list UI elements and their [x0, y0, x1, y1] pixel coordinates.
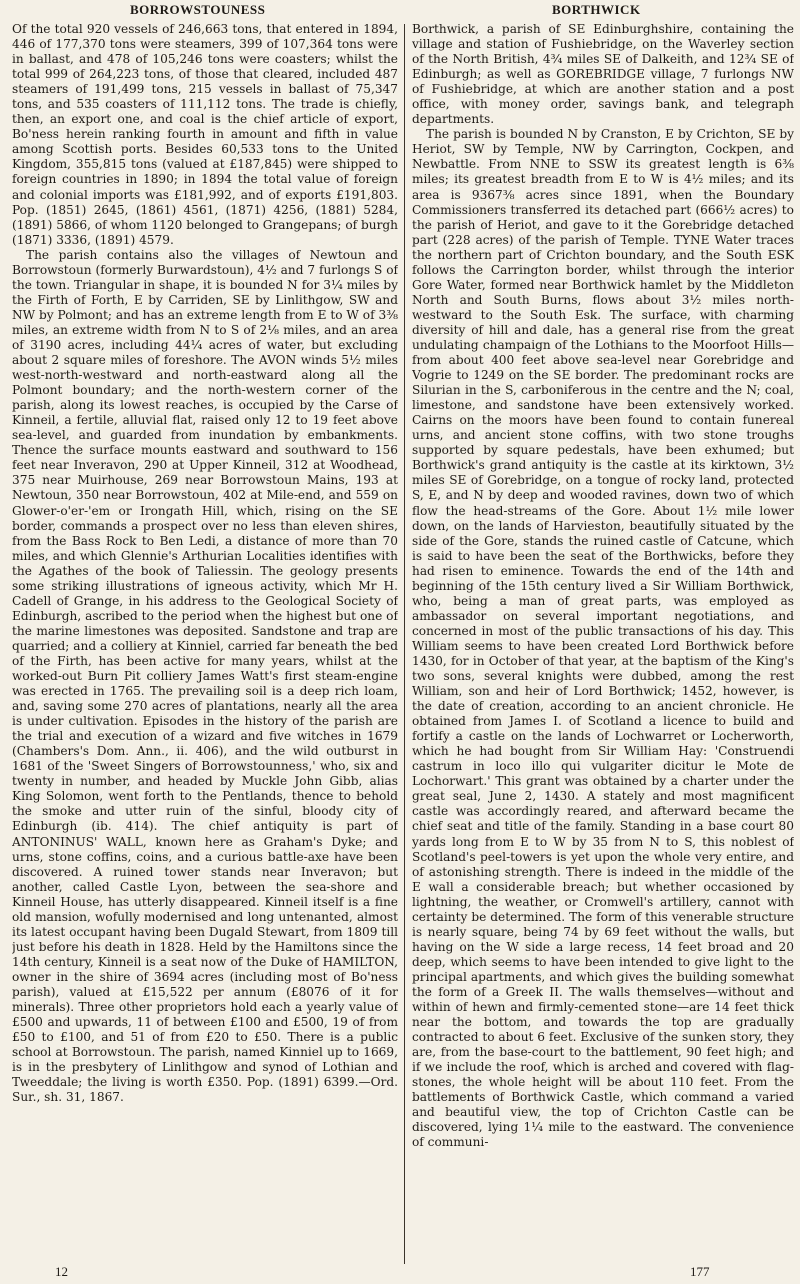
page-number-left: 12	[55, 1264, 68, 1279]
page-number-right: 177	[690, 1264, 710, 1279]
left-column	[12, 22, 398, 1247]
paragraph: The parish is bounded N by Cranston, E by Crichton, SE by Heriot, SW by Temple, NW by Carrington, Cockpen, and Newbattle. From NNE to SSW its greatest length is 6⅜ miles; its greatest breadth from E to W is 4½ miles; and its area is 9367⅜ acres since 1891, when the Boundary Commissioners transferred its detached part (666½ acres) to the parish of Heriot, and gave to it the Gorebridge detached part (228 acres) of the parish of Temple. TYNE Water traces the northern part of Crichton boundary, and the South ESK follows the Carrington border, whilst through the interior Gore Water, formed near Borthwick hamlet by the Middleton North and South Burns, flows about 3½ miles north-westward to the South Esk. The surface, with charming diversity of hill and dale, has a general rise from the great undulating champaign of the Lothians to the Moorfoot Hills—from about 400 feet above sea-level near Gorebridge and Vogrie to 1249 on the SE border. The predominant rocks are Silurian in the S, carboniferous in the centre and the N; coal, limestone, and sandstone have been extensively worked. Cairns on the moors have been found to contain funereal urns, and ancient stone coffins, with two stone troughs supported by square pedestals, have been exhumed; but Borthwick's grand antiquity is the castle at its kirktown, 3½ miles SE of Gorebridge, on a tongue of rocky land, protected S, E, and N by deep and wooded ravines, down two of which flow the head-streams of the Gore. About 1½ mile lower down, on the lands of Harvieston, beautifully situated by the side of the Gore, stands the ruined castle of Catcune, which is said to have been the seat of the Borthwicks, before they had risen to eminence. Towards the end of the 14th and beginning of the 15th century lived a Sir William Borthwick, who, being a man of great parts, was employed as ambassador on several important negotiations, and concerned in most of the public transactions of his day. This William seems to have been created Lord Borthwick before 1430, for in October of that year, at the baptism of the King's two sons, several knights were dubbed, among the rest William, son and heir of Lord Borthwick; 1452, however, is the date of creation, according to an ancient chronicle. He obtained from James I. of Scotland a licence to build and fortify a castle on the lands of Lochwarret or Locherworth, which he had bought from Sir William Hay: 'Construendi castrum in loco illo qui vulgariter dicitur le Mote de Lochorwart.' This grant was obtained by a charter under the great seal, June 2, 1430. A stately and most magnificent castle was accordingly reared, and afterward became the chief seat and title of the family. Standing in a base court 80 yards long from E to W by 35 from N to S, this noblest of Scotland's peel-towers is yet upon the whole very entire, and of astonishing strength. There is indeed in the middle of the E wall a considerable breach; but whether occasioned by lightning, the weather, or Cromwell's artillery, cannot with certainty be determined. The form of this venerable structure is nearly square, being 74 by 69 feet without the walls, but having on the W side a large recess, 14 feet broad and 20 deep, which seems to have been intended to give light to the principal apartments, and which gives the building somewhat the form of a Greek II. The walls themselves—without and within of hewn and firmly-cemented stone—are 14 feet thick near the bottom, and towards the top are gradually contracted to about 6 feet. Exclusive of the sunken story, they are, from the base-court to the battlement, 90 feet high; and if we include the roof, which is arched and covered with flag-stones, the whole height will be about 110 feet. From the battlements of Borthwick Castle, which command a varied and beautiful view, the top of Crichton Castle can be discovered, lying 1¼ mile to the eastward. The convenience of communi-	[412, 127, 794, 1150]
running-head-left: BORROWSTOUNESS	[130, 2, 266, 17]
paragraph: Of the total 920 vessels of 246,663 tons, that entered in 1894, 446 of 177,370 tons were steamers, 399 of 107,364 tons were in ballast, and 478 of 105,246 tons were coasters; whilst the total 999 of 264,223 tons, of those that cleared, included 487 steamers of 191,499 tons, 215 vessels in ballast of 75,347 tons, and 535 coasters of 111,112 tons. The trade is chiefly, then, an export one, and coal is the chief article of export, Bo'ness herein ranking fourth in amount and fifth in value among Scottish ports. Besides 60,533 tons to the United Kingdom, 355,815 tons (valued at £187,845) were shipped to foreign countries in 1890; in 1894 the total value of foreign and colonial imports was £181,992, and of exports £191,803. Pop. (1851) 2645, (1861) 4561, (1871) 4256, (1881) 5284, (1891) 5866, of whom 1120 belonged to Grangepans; of burgh (1871) 3336, (1891) 4579.	[12, 22, 398, 247]
paragraph: The parish contains also the villages of Newtoun and Borrowstoun (formerly Burwardstoun), 4½ and 7 furlongs S of the town. Triangular in shape, it is bounded N for 3¼ miles by the Firth of Forth, E by Carriden, SE by Linlithgow, SW and NW by Polmont; and has an extreme length from E to W of 3⅜ miles, an extreme width from N to S of 2⅛ miles, and an area of 3190 acres, including 44¼ acres of water, but excluding about 2 square miles of foreshore. The AVON winds 5½ miles west-north-westward and north-eastward along all the Polmont boundary; and the north-western corner of the parish, along its lowest reaches, is occupied by the Carse of Kinneil, a fertile, alluvial flat, raised only 12 to 19 feet above sea-level, and guarded from inundation by embankments. Thence the surface mounts eastward and southward to 156 feet near Inveravon, 290 at Upper Kinneil, 312 at Woodhead, 375 near Muirhouse, 269 near Borrowstoun Mains, 193 at Newtoun, 350 near Borrowstoun, 402 at Mile-end, and 559 on Glower-o'er-'em or Irongath Hill, which, rising on the SE border, commands a prospect over no less than eleven shires, from the Bass Rock to Ben Ledi, a distance of more than 70 miles, and which Glennie's Arthurian Localities identifies with the Agathes of the book of Taliessin. The geology presents some striking illustrations of igneous activity, which Mr H. Cadell of Grange, in his address to the Geological Society of Edinburgh, ascribed to the period when the highest but one of the marine limestones was deposited. Sandstone and trap are quarried; and a colliery at Kinniel, carried far beneath the bed of the Firth, has been active for many years, whilst at the worked-out Burn Pit colliery James Watt's first steam-engine was erected in 1765. The prevailing soil is a deep rich loam, and, saving some 270 acres of plantations, nearly all the area is under cultivation. Episodes in the history of the parish are the trial and execution of a wizard and five witches in 1679 (Chambers's Dom. Ann., ii. 406), and the wild outburst in 1681 of the 'Sweet Singers of Borrowstounness,' who, six and twenty in number, and headed by Muckle John Gibb, alias King Solomon, went forth to the Pentlands, thence to behold the smoke and utter ruin of the sinful, bloody city of Edinburgh (ib. 414). The chief antiquity is part of ANTONINUS' WALL, known here as Graham's Dyke; and urns, stone coffins, coins, and a curious battle-axe have been discovered. A ruined tower stands near Inveravon; but another, called Castle Lyon, between the sea-shore and Kinneil House, has utterly disappeared. Kinneil itself is a fine old mansion, wofully modernised and long untenanted, almost its latest occupant having been Dugald Stewart, from 1809 till just before his death in 1828. Held by the Hamiltons since the 14th century, Kinneil is a seat now of the Duke of HAMILTON, owner in the shire of 3694 acres (including most of Bo'ness parish), valued at £15,522 per annum (£8076 of it for minerals). Three other proprietors hold each a yearly value of £500 and upwards, 11 of between £100 and £500, 19 of from £50 to £100, and 51 of from £20 to £50. There is a public school at Borrowstoun. The parish, named Kinniel up to 1669, is in the presbytery of Linlithgow and synod of Lothian and Tweeddale; the living is worth £350. Pop. (1891) 6399.—Ord. Sur., sh. 31, 1867.	[12, 247, 398, 1105]
paragraph: Borthwick, a parish of SE Edinburghshire, containing the village and station of Fushiebridge, on the Waverley section of the North British, 4¾ miles SE of Dalkeith, and 12¾ SE of Edinburgh; as well as GOREBRIDGE village, 7 furlongs NW of Fushiebridge, at which are another station and a post office, with money order, savings bank, and telegraph departments.	[412, 22, 794, 127]
right-column	[412, 22, 794, 1247]
column-rule	[404, 24, 405, 1264]
running-head-right: BORTHWICK	[552, 2, 641, 17]
